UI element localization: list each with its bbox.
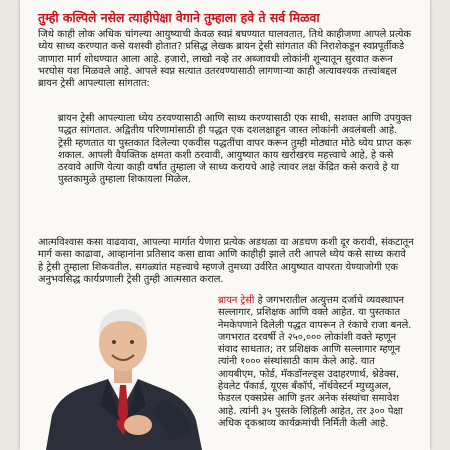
cover-heading: तुम्ही कल्पिले नसेल त्याहीपेक्षा वेगाने तुम्हाला हवे ते सर्व मिळवा bbox=[38, 10, 320, 25]
author-bio-text: हे जगभरातील अत्युत्तम दर्जाचे व्यवस्थापन सल्लागार, प्रशिक्षक आणि वक्ते आहेत. या पुस्तकात नेमकेपणाने दिलेली पद्धत वापरून ते रंकाचे राजा बनले. जगभरात दरवर्षी ते २५०,००० लोकांशी वक्ते म्हणून संवाद साधतात; तर प्रशिक्षक आणि सल्लागार म्हणून त्यांनी १००० संस्थांसाठी काम केले आहे. यात आयबीएम, फोर्ड, मॅकडॉनल्ड्स उदाहरणार्थ, श्नेडेक्स, हेवलेट पॅकार्ड, यूएस बँकॉर्प, नॉर्थवेस्टर्न म्युच्युअल, फेडरल एक्सप्रेस आणि इतर अनेक संस्थांचा समावेश आहे. त्यांनी ३५ पुस्तके लिहिली आहेत, तर ३०० पेक्षा अधिक दृकश्राव्य कार्यक्रमांची निर्मिती केली आहे. bbox=[218, 295, 412, 429]
author-name: ब्रायन ट्रेसी bbox=[218, 295, 255, 306]
author-photo bbox=[38, 295, 208, 450]
author-bio bbox=[218, 295, 414, 430]
confidence-paragraph: आत्मविश्वास कसा वाढवावा, आपल्या मार्गात येणारा प्रत्येक अडथळा वा अडचण कशी दूर करावी, संकटातून मार्ग कसा काढावा, आव्हानांना प्रतिसाद कसा द्यावा आणि काहीही झाले तरी आपले ध्येय कसे साध्य करावे हे ट्रेसी तुम्हाला शिकवतील. सगळ्यांत महत्त्वाचे म्हणजे तुमच्या उर्वरित आयुष्यात वापरता येण्याजोगी एक अनुभवसिद्ध कार्यप्रणाली ट्रेसी तुम्ही आत्मसात कराल. bbox=[38, 237, 414, 285]
intro-paragraph: जिथे काही लोक अधिक चांगल्या आयुष्याची केवळ स्वप्नं बघण्यात घालवतात, तिथे काहीजणा आपले प्रत्येक ध्येय साध्य करण्यात कसे यशस्वी होतात? प्रसिद्ध लेखक ब्रायन ट्रेसी सांगतात की निराशेकडून स्वप्नपूर्तीकडे जाणारा मार्ग शोधण्यात आला आहे. हजारो, लाखो नव्हे तर अब्जावधी लोकांनी शून्यातून सुरवात करून भरघोस यश मिळवले आहे. आपले स्वप्न सत्यात उतरवण्यासाठी लागणाऱ्या काही अत्यावश्यक तत्त्वांबद्दल ब्रायन ट्रेसी आपल्याला सांगतात: bbox=[38, 29, 411, 90]
method-paragraph: ब्रायन ट्रेसी आपल्याला ध्येय ठरवण्यासाठी आणि साध्य करण्यासाठी एक साधी, सशक्त आणि उपयुक्त पद्धत सांगतात. अद्वितीय परिणामांसाठी ही पद्धत एक दशलक्षाहून जास्त लोकांनी अवलंबली आहे. ट्रेसी म्हणतात या पुस्तकात दिलेल्या एकवीस पद्धतींचा वापर करून तुम्ही मोठ्यात मोठे ध्येय प्राप्त करू शकाल. आपली वैयक्तिक क्षमता कशी ठरवावी, आयुष्यात काय खरोखरच महत्त्वाचे आहे, हे कसे ठरवावे आणि येत्या काही वर्षांत तुम्हाला जे साध्य करायचे आहे त्यावर लक्ष केंद्रित कसे करावे हे या पुस्तकामुळे तुम्हाला शिकायला मिळेल. bbox=[58, 113, 412, 186]
back-cover-page bbox=[20, 0, 430, 450]
